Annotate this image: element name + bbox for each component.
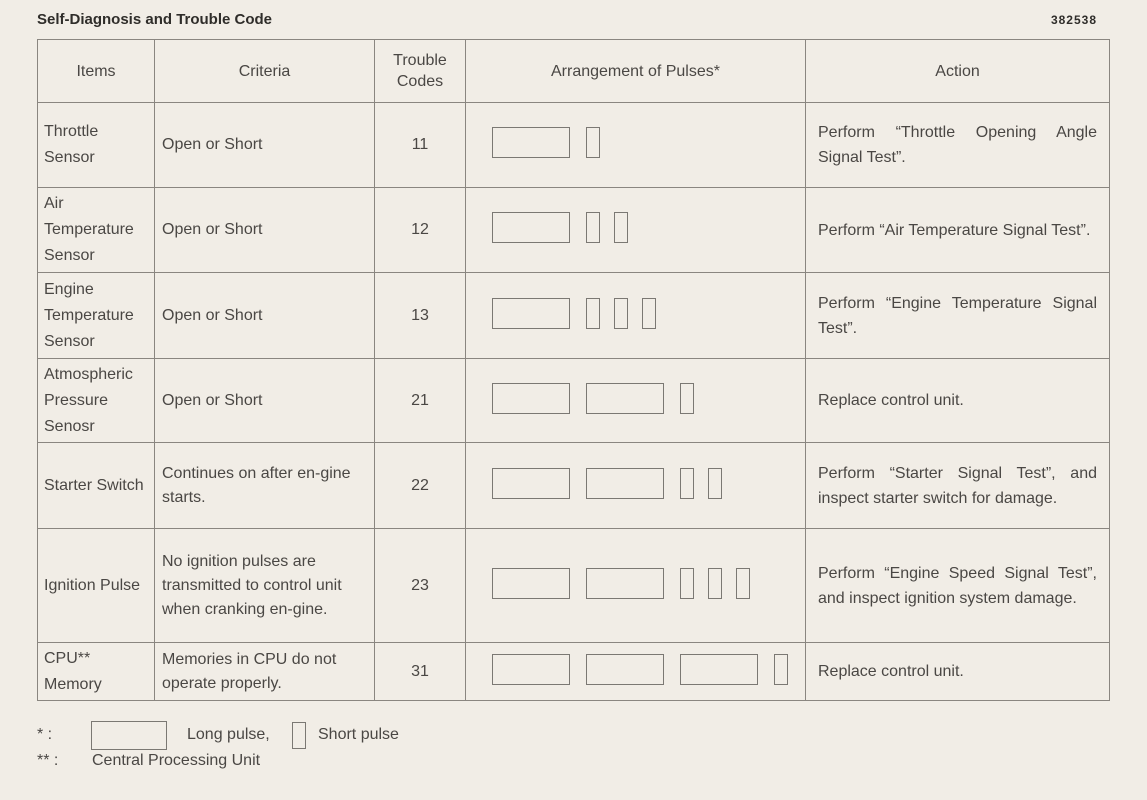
trouble-codes-header-text: Trouble Codes	[393, 52, 447, 90]
short-pulse	[736, 568, 750, 599]
trouble-code-cell: 21	[375, 359, 466, 443]
pulse-arrangement-cell	[466, 443, 806, 529]
short-pulse	[614, 298, 628, 329]
criteria-cell: Open or Short	[155, 103, 375, 188]
pulse-arrangement-cell	[466, 188, 806, 273]
long-pulse-label: Long pulse,	[187, 726, 270, 743]
long-pulse	[492, 383, 570, 414]
short-pulse	[586, 298, 600, 329]
pulse-arrangement-cell	[466, 359, 806, 443]
action-cell: Perform “Throttle Opening Angle Signal Test”.	[806, 103, 1110, 188]
long-pulse	[492, 654, 570, 685]
pulse-arrangement-cell	[466, 529, 806, 643]
long-pulse	[586, 654, 664, 685]
short-pulse	[614, 212, 628, 243]
figure-code: 382538	[1050, 13, 1097, 27]
table-row	[38, 273, 1110, 359]
criteria-cell: Open or Short	[155, 188, 375, 273]
column-header-items: Items	[38, 40, 155, 103]
table-row	[38, 443, 1110, 529]
page-title: Self-Diagnosis and Trouble Code	[37, 11, 273, 28]
criteria-cell: Open or Short	[155, 273, 375, 359]
table-row	[38, 103, 1110, 188]
footnote-cpu-text: Central Processing Unit	[92, 752, 261, 769]
footnotes	[37, 718, 637, 782]
long-pulse	[492, 468, 570, 499]
short-pulse	[708, 468, 722, 499]
pulse-sequence	[466, 654, 805, 690]
action-cell: Perform “Starter Signal Test”, and inspect starter switch for damage.	[806, 443, 1110, 529]
pulse-arrangement-cell	[466, 103, 806, 188]
trouble-code-cell: 23	[375, 529, 466, 643]
short-pulse-label: Short pulse	[318, 726, 399, 743]
action-cell: Perform “Engine Temperature Signal Test”.	[806, 273, 1110, 359]
trouble-code-cell: 11	[375, 103, 466, 188]
action-cell: Replace control unit.	[806, 359, 1110, 443]
item-cell: Engine Temperature Sensor	[38, 273, 155, 359]
long-pulse	[492, 127, 570, 158]
action-cell: Replace control unit.	[806, 643, 1110, 701]
long-pulse	[492, 568, 570, 599]
table-header-row	[38, 40, 1110, 103]
criteria-cell: Continues on after en-gine starts.	[155, 443, 375, 529]
long-pulse	[680, 654, 758, 685]
pulse-sequence	[466, 127, 805, 163]
column-header-pulses: Arrangement of Pulses*	[466, 40, 806, 103]
footnote-pulse-legend	[37, 718, 637, 750]
long-pulse	[492, 212, 570, 243]
long-pulse	[586, 383, 664, 414]
trouble-code-cell: 22	[375, 443, 466, 529]
short-pulse	[680, 468, 694, 499]
table-row	[38, 188, 1110, 273]
column-header-trouble-codes	[375, 40, 466, 103]
pulse-sequence	[466, 383, 805, 419]
action-cell: Perform “Engine Speed Signal Test”, and inspect ignition system damage.	[806, 529, 1110, 643]
long-pulse	[586, 568, 664, 599]
table-row	[38, 359, 1110, 443]
footnote-mark-double: ** :	[37, 752, 59, 769]
column-header-action: Action	[806, 40, 1110, 103]
long-pulse-symbol	[91, 721, 167, 750]
item-cell: Air Temperature Sensor	[38, 188, 155, 273]
short-pulse	[642, 298, 656, 329]
pulse-sequence	[466, 298, 805, 334]
trouble-code-cell: 31	[375, 643, 466, 701]
item-cell: CPU** Memory	[38, 643, 155, 701]
trouble-code-cell: 13	[375, 273, 466, 359]
pulse-sequence	[466, 212, 805, 248]
short-pulse	[680, 383, 694, 414]
footnote-mark-single: * :	[37, 726, 53, 743]
short-pulse	[774, 654, 788, 685]
criteria-cell: Open or Short	[155, 359, 375, 443]
action-cell: Perform “Air Temperature Signal Test”.	[806, 188, 1110, 273]
column-header-criteria: Criteria	[155, 40, 375, 103]
footnote-cpu	[37, 750, 637, 782]
item-cell: Ignition Pulse	[38, 529, 155, 643]
criteria-cell: No ignition pulses are transmitted to control unit when cranking en-gine.	[155, 529, 375, 643]
pulse-sequence	[466, 568, 805, 604]
long-pulse	[586, 468, 664, 499]
short-pulse	[586, 212, 600, 243]
criteria-cell: Memories in CPU do not operate properly.	[155, 643, 375, 701]
page-header	[37, 11, 1097, 33]
pulse-arrangement-cell	[466, 643, 806, 701]
item-cell: Throttle Sensor	[38, 103, 155, 188]
trouble-code-table	[37, 39, 1110, 701]
short-pulse	[708, 568, 722, 599]
table-row	[38, 529, 1110, 643]
trouble-code-cell: 12	[375, 188, 466, 273]
item-cell: Starter Switch	[38, 443, 155, 529]
pulse-sequence	[466, 468, 805, 504]
pulse-arrangement-cell	[466, 273, 806, 359]
short-pulse	[680, 568, 694, 599]
item-cell: Atmospheric Pressure Senosr	[38, 359, 155, 443]
short-pulse	[586, 127, 600, 158]
short-pulse-symbol	[292, 722, 306, 749]
long-pulse	[492, 298, 570, 329]
table-row	[38, 643, 1110, 701]
